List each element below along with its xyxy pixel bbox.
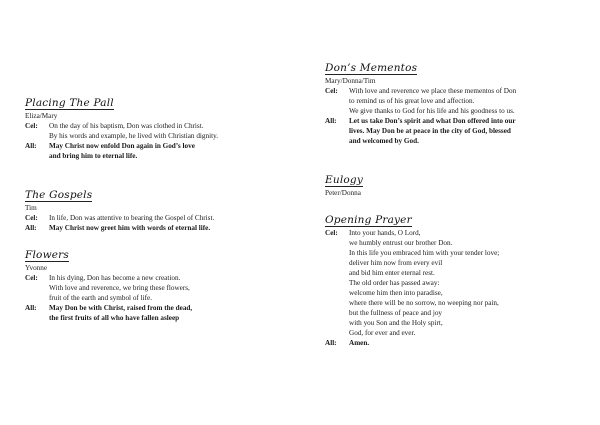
response-text: Let us take Don’s spirit and what Don offered into our lives. May Don be at peace in the city of God, blessed and welcomed by God. — [349, 117, 516, 145]
speaker-label: Cel: — [25, 274, 38, 282]
response-text: May Christ now greet him with words of eternal life. — [49, 224, 211, 232]
speaker-label: Cel: — [325, 229, 338, 237]
response-text: Amen. — [349, 339, 370, 347]
speaker-label: All: — [25, 304, 37, 312]
section-title: Opening Prayer — [325, 214, 412, 226]
section-dons-mementos — [325, 58, 595, 146]
speaker-label: All: — [325, 117, 337, 125]
section-title: Flowers — [25, 249, 69, 261]
celebrant-text: In his dying, Don has become a new creation. With love and reverence, we bring these flowers, fruit of the earth and symbol of life. — [49, 274, 190, 302]
section-readers: Eliza/Mary — [25, 112, 58, 120]
celebrant-line — [25, 121, 295, 141]
speaker-label: Cel: — [25, 214, 38, 222]
speaker-label: Cel: — [325, 87, 338, 95]
response-text: May Don be with Christ, raised from the dead, the first fruits of all who have fallen asleep — [49, 304, 193, 322]
section-title: Don’s Mementos — [325, 62, 418, 74]
celebrant-text: With love and reverence we place these mementos of Don to remind us of his great love and affection. We give thanks to God for his life and his goodness to us. — [349, 87, 517, 115]
celebrant-line — [25, 213, 295, 223]
all-response — [25, 303, 295, 323]
celebrant-line — [25, 273, 295, 303]
all-response — [325, 338, 595, 348]
section-readers: Yvonne — [25, 264, 48, 272]
section-title: Eulogy — [325, 174, 363, 186]
section-title: The Gospels — [25, 189, 93, 201]
speaker-label: All: — [25, 224, 37, 232]
celebrant-text: On the day of his baptism, Don was clothed in Christ. By his words and example, he lived with Christian dignity. — [49, 122, 219, 140]
all-response — [325, 116, 595, 146]
section-readers: Mary/Donna/Tim — [325, 77, 376, 85]
all-response — [25, 223, 295, 233]
section-the-gospels — [25, 185, 295, 233]
celebrant-line — [325, 228, 595, 338]
section-eulogy — [325, 170, 595, 198]
all-response — [25, 141, 295, 161]
section-placing-the-pall — [25, 93, 295, 161]
section-flowers — [25, 245, 295, 323]
section-readers: Peter/Donna — [325, 189, 361, 197]
section-title: Placing The Pall — [25, 97, 114, 109]
response-text: May Christ now enfold Don again in God’s love and bring him to eternal life. — [49, 142, 195, 160]
celebrant-line — [325, 86, 595, 116]
section-opening-prayer — [325, 210, 595, 348]
speaker-label: All: — [325, 339, 337, 347]
celebrant-text: Into your hands, O Lord, we humbly entrust our brother Don. In this life you embraced him with your tender love; deliver him now from every evil and bid him enter eternal rest. The old order has passed away: welcome him then into paradise, where there will be no sorrow, no weeping nor pain, but the fullness of peace and joy with you Son and the Holy spirt, God, for ever and ever. — [349, 229, 500, 337]
celebrant-text: In life, Don was attentive to bearing the Gospel of Christ. — [49, 214, 215, 222]
speaker-label: All: — [25, 142, 37, 150]
section-readers: Tim — [25, 204, 37, 212]
speaker-label: Cel: — [25, 122, 38, 130]
